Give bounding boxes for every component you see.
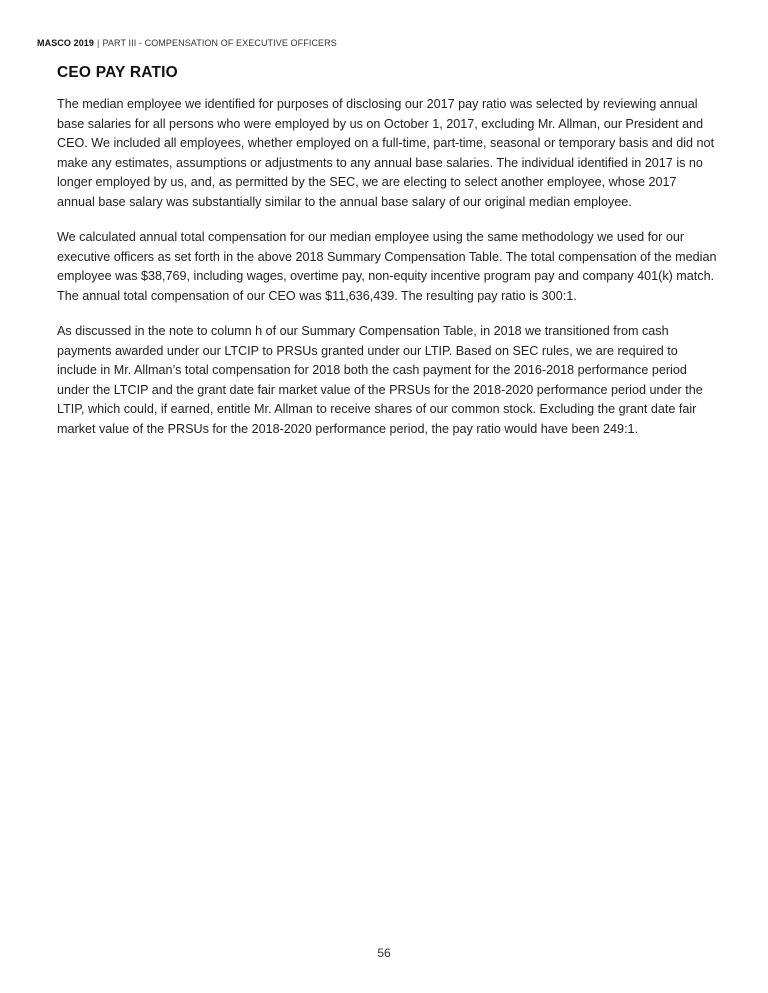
paragraph-3: As discussed in the note to column h of our Summary Compensation Table, in 2018 we transitioned from cash payments awarded under our LTCIP to PRSUs granted under our LTIP. Based on SEC rules, we are required to include in Mr. Allman’s total compensation for 2018 both the cash payment for the 2016-2018 performance period under the LTCIP and the grant date fair market value of the PRSUs for the 2018-2020 performance period under the LTIP, which could, if earned, entitle Mr. Allman to receive shares of our common stock. Excluding the grant date fair market value of the PRSUs for the 2018-2020 performance period, the pay ratio would have been 249:1. — [57, 324, 703, 436]
paragraph-2: We calculated annual total compensation for our median employee using the same methodology we used for our executive officers as set forth in the above 2018 Summary Compensation Table. The total compensation of the median employee was $38,769, including wages, overtime pay, non-equity incentive program pay and company 401(k) match. The annual total compensation of our CEO was $11,636,439. The resulting pay ratio is 300:1. — [57, 230, 717, 303]
section-title: CEO PAY RATIO — [57, 64, 178, 81]
body-text — [57, 95, 717, 455]
header-section: PART III - COMPENSATION OF EXECUTIVE OFFICERS — [102, 38, 337, 48]
running-header — [37, 38, 337, 48]
paragraph-1: The median employee we identified for purposes of disclosing our 2017 pay ratio was selected by reviewing annual base salaries for all persons who were employed by us on October 1, 2017, excluding Mr. Allman, our President and CEO. We included all employees, whether employed on a full-time, part-time, seasonal or temporary basis and did not make any estimates, assumptions or adjustments to any annual base salaries. The individual identified in 2017 is no longer employed by us, and, as permitted by the SEC, we are electing to select another employee, whose 2017 annual base salary was substantially similar to the annual base salary of our original median employee. — [57, 97, 715, 209]
header-separator: | — [97, 38, 100, 48]
page-number: 56 — [377, 946, 391, 960]
header-brand: MASCO 2019 — [37, 38, 95, 48]
